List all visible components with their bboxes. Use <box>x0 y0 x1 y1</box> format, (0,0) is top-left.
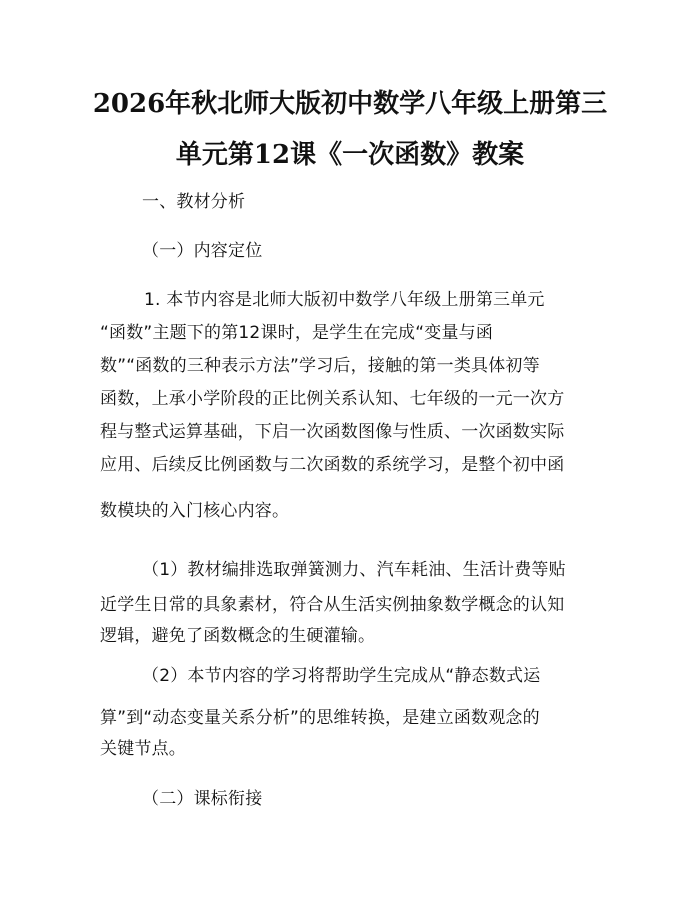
paragraph-3-line: 关键节点。 <box>100 739 186 759</box>
paragraph-1-line: 1. 本节内容是北师大版初中数学八年级上册第三单元 <box>144 290 545 310</box>
paragraph-2-line: （1）教材编排选取弹簧测力、汽车耗油、生活计费等贴 <box>142 560 566 580</box>
paragraph-1-line: “函数”主题下的第12课时，是学生在完成“变量与函 <box>100 323 494 343</box>
paragraph-2-line: 逻辑，避免了函数概念的生硬灌输。 <box>100 626 376 646</box>
paragraph-1-line: 程与整式运算基础，下启一次函数图像与性质、一次函数实际 <box>100 422 565 442</box>
section-heading-teaching-material-analysis: 一、教材分析 <box>142 192 246 212</box>
paragraph-1-line: 应用、后续反比例函数与二次函数的系统学习，是整个初中函 <box>100 455 565 475</box>
paragraph-2-line: 近学生日常的具象素材，符合从生活实例抽象数学概念的认知 <box>100 595 565 615</box>
paragraph-1-line: 数模块的入门核心内容。 <box>100 501 290 521</box>
subsection-heading-curriculum-alignment: （二）课标衔接 <box>142 789 263 809</box>
paragraph-1-line: 数”“函数的三种表示方法”学习后，接触的第一类具体初等 <box>100 356 540 376</box>
paragraph-1-line: 函数，上承小学阶段的正比例关系认知、七年级的一元一次方 <box>100 389 565 409</box>
document-title-line-2: 单元第12课《一次函数》教案 <box>175 140 525 170</box>
subsection-heading-content-positioning: （一）内容定位 <box>142 241 263 261</box>
document-title-line-1: 2026年秋北师大版初中数学八年级上册第三 <box>92 89 608 119</box>
paragraph-3-line: 算”到“动态变量关系分析”的思维转换，是建立函数观念的 <box>100 708 540 728</box>
paragraph-3-line: （2）本节内容的学习将帮助学生完成从“静态数式运 <box>142 666 541 686</box>
